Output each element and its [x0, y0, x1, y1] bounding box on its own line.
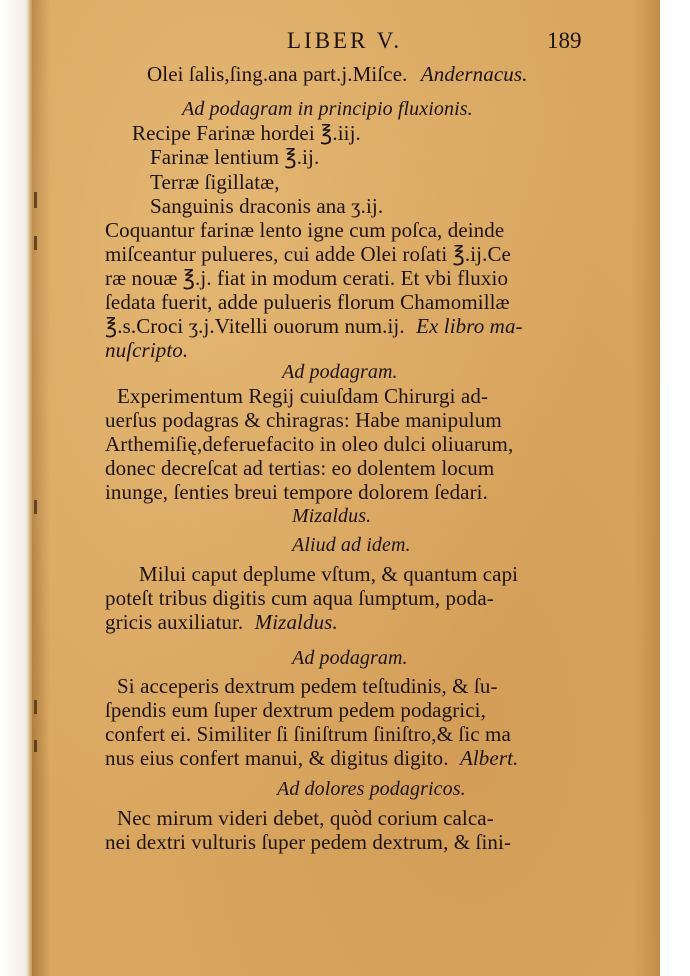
attribution: Andernacus. — [420, 62, 528, 86]
text-line: ræ nouæ ℥.j. fiat in modum cerati. Et vbi fluxio — [105, 266, 509, 290]
running-head: LIBER V. — [287, 28, 403, 53]
text-line: Terræ ſigillatæ, — [150, 170, 280, 194]
text-line: miſceantur pulueres, cui adde Olei roſati ℥.ij.Ce — [105, 242, 511, 266]
text-line: uerſus podagras & chiragras: Habe manipulum — [105, 408, 502, 432]
text-line: Olei ſalis,ſing.ana part.j.Miſce. Andernacus. — [147, 62, 528, 86]
text-line: confert ei. Similiter ſi ſiniſtrum ſiniſtro,& ſic ma — [105, 722, 511, 746]
section-heading: Aliud ad idem. — [292, 534, 411, 556]
text-line: ſedata fuerit, adde pulueris florum Chamomillæ — [105, 290, 510, 314]
text-line: poteſt tribus digitis cum aqua ſumptum, poda- — [105, 586, 494, 610]
margin-mark — [34, 236, 37, 250]
page-number: 189 — [547, 28, 582, 53]
text-line: Nec mirum videri debet, quòd corium calca- — [117, 806, 494, 830]
binding-gutter — [0, 0, 32, 976]
text-line: Experimentum Regij cuiuſdam Chirurgi ad- — [117, 384, 489, 408]
book-page — [32, 0, 660, 976]
margin-mark — [34, 700, 37, 714]
attribution: Mizaldus. — [292, 505, 372, 527]
margin-mark — [34, 500, 37, 514]
text-line: Sanguinis draconis ana ʒ.ij. — [150, 194, 384, 218]
text-line: Coquantur farinæ lento igne cum poſca, deinde — [105, 218, 505, 242]
section-heading: Ad podagram. — [282, 361, 398, 383]
section-heading: Ad dolores podagricos. — [277, 778, 466, 800]
attribution: Albert. — [459, 746, 519, 770]
attribution: Ex libro ma- — [416, 314, 523, 338]
text-line: nus eius confert manui, & digitus digito. Albert. — [105, 746, 519, 770]
text-line: donec decreſcat ad tertias: eo dolentem locum — [105, 456, 495, 480]
section-heading: Ad podagram. — [292, 647, 408, 669]
text-line: Arthemiſię,deferuefacito in oleo dulci oliuarum, — [105, 432, 514, 456]
text-line: ℥.s.Croci ʒ.j.Vitelli ouorum num.ij. Ex libro ma- — [105, 314, 523, 338]
text-line: nuſcripto. — [105, 338, 189, 362]
margin-mark — [34, 740, 37, 752]
text-line: ſpendis eum ſuper dextrum pedem podagrici, — [105, 698, 486, 722]
text-line: inunge, ſenties breui tempore dolorem ſedari. — [105, 480, 488, 504]
text-line: Si acceperis dextrum pedem teſtudinis, & ſu- — [117, 674, 498, 698]
text-line: Farinæ lentium ℥.ij. — [150, 145, 320, 169]
section-heading: Ad podagram in principio fluxionis. — [182, 98, 473, 120]
margin-mark — [34, 192, 37, 208]
text-line: gricis auxiliatur. Mizaldus. — [105, 610, 338, 634]
text-line: Recipe Farinæ hordei ℥.iij. — [132, 121, 361, 145]
attribution: Mizaldus. — [254, 610, 338, 634]
text-line: nei dextri vulturis ſuper pedem dextrum, & ſini- — [105, 830, 512, 854]
text-line: Milui caput deplume vſtum, & quantum capi — [139, 562, 519, 586]
